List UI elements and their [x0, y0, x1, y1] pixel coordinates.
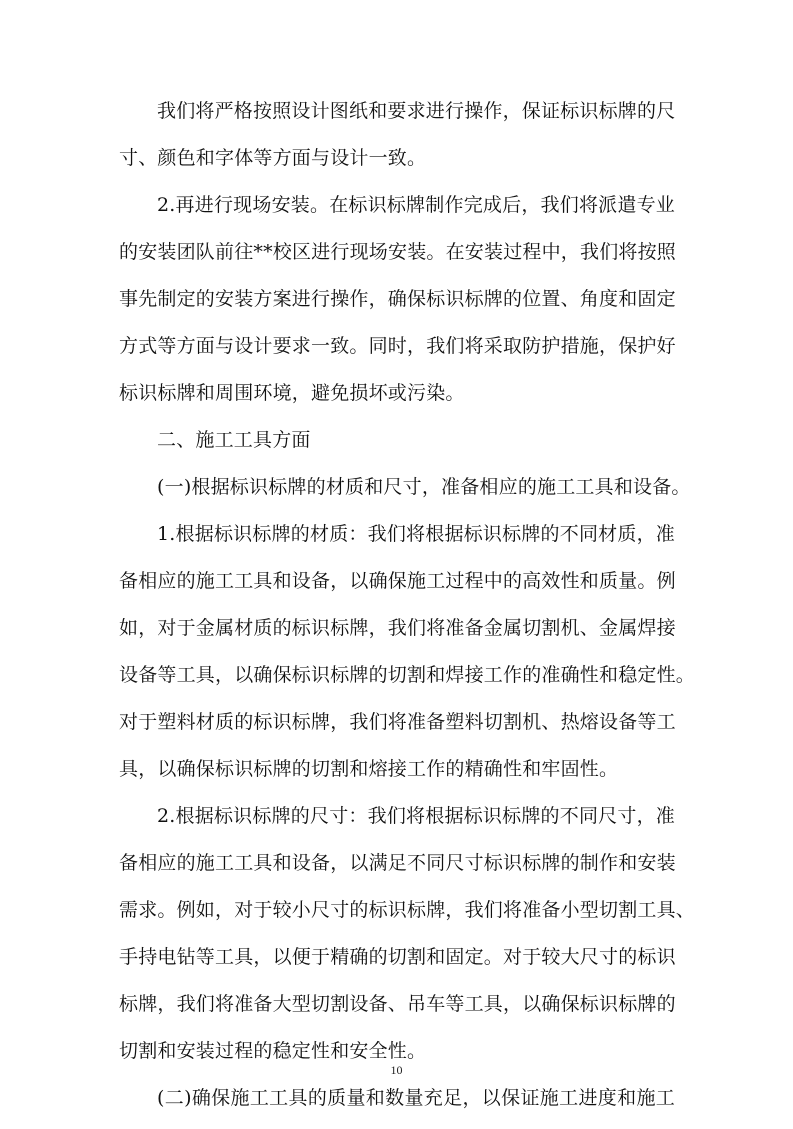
paragraph-line: 备相应的施工工具和设备，以确保施工过程中的高效性和质量。例 [119, 570, 676, 592]
page-number: 10 [390, 1063, 403, 1077]
paragraph-line: 1.根据标识标牌的材质：我们将根据标识标牌的不同材质，准 [157, 523, 675, 545]
paragraph-line: 备相应的施工工具和设备，以满足不同尺寸标识标牌的制作和安装 [119, 852, 676, 874]
paragraph-line: 切割和安装过程的稳定性和安全性。 [119, 1040, 427, 1062]
paragraph-line: 需求。例如，对于较小尺寸的标识标牌，我们将准备小型切割工具、 [119, 899, 696, 921]
paragraph-line: 标牌，我们将准备大型切割设备、吊车等工具，以确保标识标牌的 [119, 993, 676, 1015]
paragraph-line: 如，对于金属材质的标识标牌，我们将准备金属切割机、金属焊接 [119, 617, 676, 639]
paragraph-line: 方式等方面与设计要求一致。同时，我们将采取防护措施，保护好 [119, 335, 676, 357]
subsection-heading: (二)确保施工工具的质量和数量充足，以保证施工进度和施工 [157, 1087, 675, 1109]
paragraph-line: 我们将严格按照设计图纸和要求进行操作，保证标识标牌的尺 [157, 100, 676, 122]
document-body [119, 95, 696, 1129]
paragraph-line: 手持电钻等工具，以便于精确的切割和固定。对于较大尺寸的标识 [119, 946, 676, 968]
section-heading: 二、施工工具方面 [157, 429, 311, 451]
paragraph-line: 具，以确保标识标牌的切割和熔接工作的精确性和牢固性。 [119, 758, 619, 780]
paragraph-line: 标识标牌和周围环境，避免损坏或污染。 [119, 382, 465, 404]
paragraph-line: 寸、颜色和字体等方面与设计一致。 [119, 147, 427, 169]
paragraph-line: 的安装团队前往**校区进行现场安装。在安装过程中，我们将按照 [119, 241, 677, 263]
paragraph-line: 2.根据标识标牌的尺寸：我们将根据标识标牌的不同尺寸，准 [157, 805, 675, 827]
subsection-heading: (一)根据标识标牌的材质和尺寸，准备相应的施工工具和设备。 [157, 476, 691, 498]
paragraph-line: 2.再进行现场安装。在标识标牌制作完成后，我们将派遣专业 [157, 194, 675, 216]
paragraph-line: 事先制定的安装方案进行操作，确保标识标牌的位置、角度和固定 [119, 288, 676, 310]
paragraph-line: 对于塑料材质的标识标牌，我们将准备塑料切割机、热熔设备等工 [119, 711, 676, 733]
paragraph-line: 设备等工具，以确保标识标牌的切割和焊接工作的准确性和稳定性。 [119, 664, 696, 686]
